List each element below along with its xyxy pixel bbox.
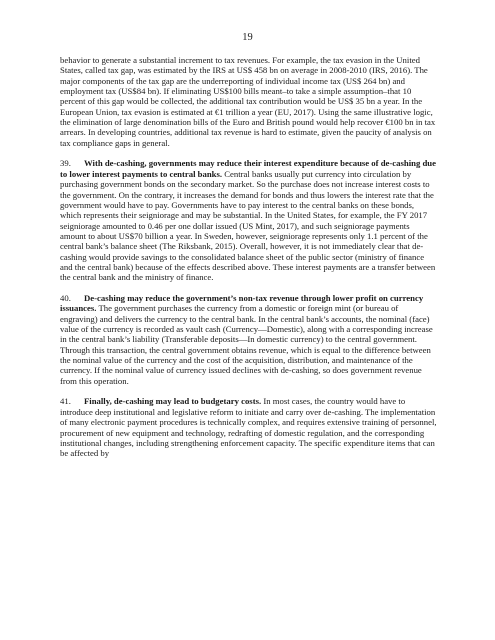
document-body [60, 55, 437, 469]
paragraph-number: 40. [60, 293, 71, 303]
paragraph-text: The government purchases the currency from a domestic or foreign mint (or bureau of engraving) and delivers the currency to the central bank. In the central bank’s accounts, the nominal (face) value of the currency is recorded as vault cash (Currency—Domestic), along with a corresponding increase in the central bank’s liability (Transferable deposits—In domestic currency) to the central government. Through this transaction, the central government obtains revenue, which is equal to the difference between the nominal value of the currency and the cost of the acquisition, distribution, and maintenance of the currency. If the nominal value of currency issued declines with de-cashing, so does government revenue from this operation. [60, 303, 433, 386]
paragraph-41 [60, 396, 437, 458]
paragraph-39 [60, 158, 437, 282]
paragraph-text: Central banks usually put currency into circulation by purchasing government bonds on the secondary market. So the purchase does not increase interest costs to the government. On the contrary, it increases the demand for bonds and thus lowers the interest rate that the government would have to pay. Governments have to pay interest to the central banks on these bonds, which represents their seigniorage and may be substantial. In the United States, for example, the FY 2017 seigniorage amounted to 0.46 per one dollar issued (US Mint, 2017), and such seigniorage payments amount to about US$70 billion a year. In Sweden, however, seigniorage represents only 1.1 percent of the central bank’s balance sheet (The Riksbank, 2015). Overall, however, it is not immediately clear that de-cashing would provide savings to the consolidated balance sheet of the public sector (ministry of finance and the central bank) because of the effects described above. These interest payments are a transfer between the central bank and the ministry of finance. [60, 168, 436, 283]
paragraph-number: 39. [60, 158, 71, 169]
paragraph-40 [60, 293, 437, 386]
page-number: 19 [242, 32, 253, 43]
paragraph-text: In most cases, the country would have to introduce deep institutional and legislative reform to initiate and carry over de-cashing. The implementation of many electronic payment procedures is technically complex, and requires extensive training of personnel, procurement of new equipment and technology, redrafting of domestic regulation, and the corresponding institutional changes, including strengthening enforcement capacity. The specific expenditure items that can be affected by [60, 396, 437, 459]
paragraph-38-continuation [60, 55, 437, 148]
paragraph-lead: Finally, de-cashing may lead to budgetary costs. [84, 396, 262, 407]
paragraph-number: 41. [60, 396, 71, 407]
paragraph-lead: De-cashing may reduce the government’s non-tax revenue through lower profit on currency issuances. [60, 293, 424, 314]
paragraph-lead: With de-cashing, governments may reduce their interest expenditure because of de-cashing due to lower interest payments to central banks. [60, 158, 436, 179]
paragraph-text: behavior to generate a substantial increment to tax revenues. For example, the tax evasion in the United States, called tax gap, was estimated by the IRS at US$ 458 bn on average in 2008-2010 (IRS, 2016). The major components of the tax gap are the underreporting of individual income tax (US$ 264 bn) and employment tax (US$84 bn). If eliminating US$100 bills meant–to take a simple assumption–that 10 percent of this gap would be collected, the additional tax contribution would be US$ 35 bn a year. In the European Union, tax evasion is estimated at €1 trillion a year (EU, 2017). Using the same illustrative logic, the elimination of large denomination bills of the Euro and British pound would help recover €100 bn in tax arrears. In developing countries, additional tax revenue is hard to estimate, given the paucity of analysis on tax compliance gaps in general. [60, 55, 436, 148]
